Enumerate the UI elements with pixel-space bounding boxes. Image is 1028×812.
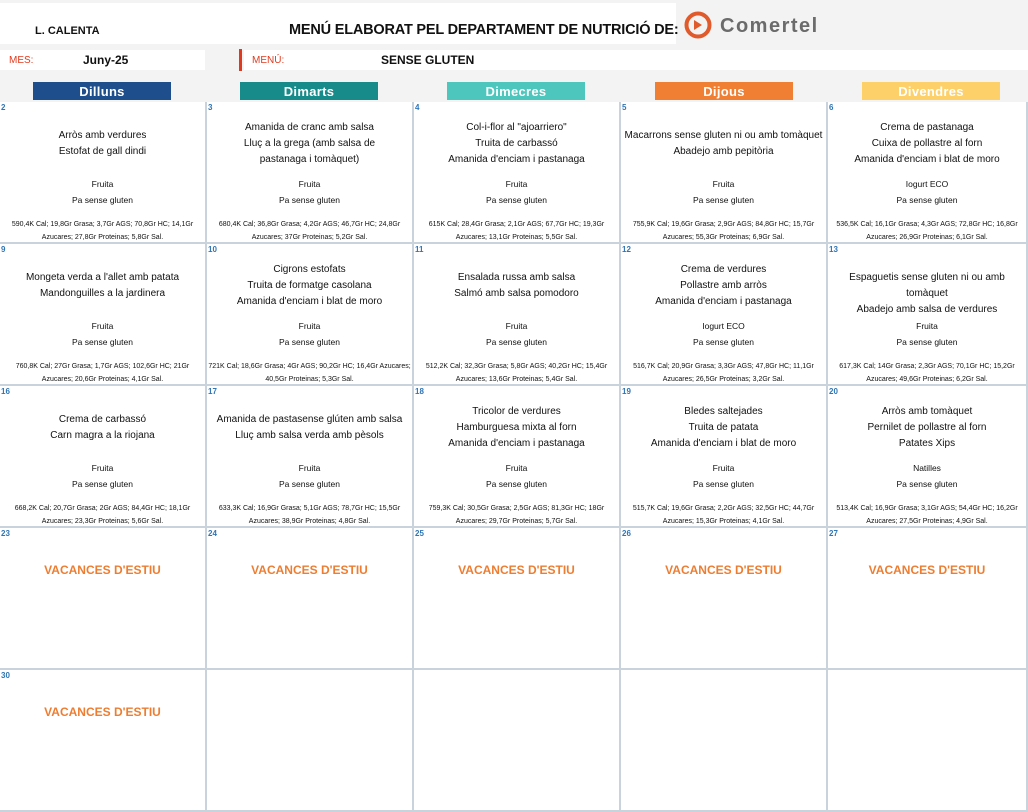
dish-item: Cigrons estofats [273, 264, 346, 275]
bread-item: Pa sense gluten [72, 337, 133, 347]
day-cell [621, 102, 828, 244]
vacation-label: VACANCES D'ESTIU [251, 563, 368, 577]
dessert-item: Fruita [505, 321, 528, 331]
day-number: 3 [208, 103, 213, 112]
vacation-label: VACANCES D'ESTIU [44, 705, 161, 719]
dish-item: Amanida de cranc amb salsa [245, 122, 374, 133]
day-number: 18 [415, 387, 424, 396]
day-number: 19 [622, 387, 631, 396]
dish-item: Macarrons sense gluten ni ou amb tomàquet [624, 130, 823, 141]
nutrition-info: 513,4K Cal; 16,9Gr Grasa; 3,1Gr AGS; 54,4Gr HC; 16,2Gr Azucares; 27,5Gr Proteinas; 4,9Gr Sal. [836, 505, 1018, 525]
extras-list [207, 318, 412, 350]
dish-item: Carn magra a la riojana [50, 430, 155, 441]
day-cell [414, 244, 621, 386]
vacation-label: VACANCES D'ESTIU [458, 563, 575, 577]
day-cell [414, 528, 621, 670]
dish-item: Amanida de pastasense glúten amb salsa [216, 414, 403, 425]
nutrition-info: 590,4K Cal; 19,8Gr Grasa; 3,7Gr AGS; 70,8Gr HC; 14,1Gr Azucares; 27,8Gr Proteinas; 5,8Gr Sal. [11, 221, 194, 241]
day-cell [207, 102, 414, 244]
dish-item: Amanida d'enciam i pastanaga [655, 296, 792, 307]
bread-item: Pa sense gluten [486, 337, 547, 347]
dessert-item: Fruita [298, 321, 321, 331]
logo-text: Comertel [720, 15, 819, 37]
nutrition-info: 615K Cal; 28,4Gr Grasa; 2,1Gr AGS; 67,7Gr HC; 19,3Gr Azucares; 13,1Gr Proteinas; 5,5Gr Sal. [428, 221, 605, 241]
extras-list [207, 176, 412, 208]
menu-field [244, 50, 1028, 70]
day-number: 12 [622, 245, 631, 254]
dish-item: Arròs amb verdures [58, 130, 147, 141]
dish-list [0, 128, 205, 160]
nutrition-info: 759,3K Cal; 30,5Gr Grasa; 2,5Gr AGS; 81,3Gr HC; 18Gr Azucares; 29,7Gr Proteinas; 5,7Gr Sal. [428, 505, 605, 525]
nutrition-info: 515,7K Cal; 19,6Gr Grasa; 2,2Gr AGS; 32,5Gr HC; 44,7Gr Azucares; 15,3Gr Proteinas; 4,1Gr Sal. [632, 505, 815, 525]
extras-list [414, 318, 619, 350]
nutrition-info: 536,5K Cal; 16,1Gr Grasa; 4,3Gr AGS; 72,8Gr HC; 16,8Gr Azucares; 26,9Gr Proteinas; 6,1Gr Sal. [836, 221, 1018, 241]
dish-item: Crema de carbassó [58, 414, 147, 425]
bread-item: Pa sense gluten [279, 195, 340, 205]
day-number: 24 [208, 529, 217, 538]
dessert-item: Iogurt ECO [905, 179, 949, 189]
dish-item: Amanida d'enciam i pastanaga [448, 154, 585, 165]
dish-list [621, 404, 826, 452]
dish-item: Salmó amb salsa pomodoro [454, 288, 579, 299]
dish-list [0, 270, 205, 302]
extras-list [0, 460, 205, 492]
day-cell [621, 244, 828, 386]
menu-type-label: L. CALENTA [35, 25, 100, 37]
bread-item: Pa sense gluten [693, 195, 754, 205]
day-cell [828, 102, 1028, 244]
dish-item: Crema de verdures [680, 264, 767, 275]
nutrition-info: 668,2K Cal; 20,7Gr Grasa; 2Gr AGS; 84,4Gr HC; 18,1Gr Azucares; 23,3Gr Proteinas; 5,6Gr Sal. [14, 505, 191, 525]
dish-list [414, 120, 619, 168]
day-cell [207, 528, 414, 670]
nutrition-info: 760,8K Cal; 27Gr Grasa; 1,7Gr AGS; 102,6Gr HC; 21Gr Azucares; 20,6Gr Proteinas; 4,1Gr Sal. [15, 363, 190, 383]
weekday-header-divendres: Divendres [862, 82, 1000, 100]
bread-item: Pa sense gluten [486, 479, 547, 489]
dish-item: Mongeta verda a l'allet amb patata [25, 272, 180, 283]
day-cell [621, 528, 828, 670]
day-cell [414, 102, 621, 244]
dish-list [828, 404, 1026, 452]
day-cell [0, 102, 207, 244]
dish-item: Pollastre amb arròs [680, 280, 767, 291]
dish-list [207, 120, 412, 168]
dish-item: Truita de formatge casolana [247, 280, 372, 291]
dish-item: Pernilet de pollastre al forn [867, 422, 987, 433]
dish-item: Amanida d'enciam i pastanaga [448, 438, 585, 449]
dish-item: Amanida d'enciam i blat de moro [650, 438, 797, 449]
dessert-item: Iogurt ECO [702, 321, 745, 331]
nutrition-info: 633,3K Cal; 16,9Gr Grasa; 5,1Gr AGS; 78,7Gr HC; 15,5Gr Azucares; 38,9Gr Proteinas; 4,8Gr Sal. [218, 505, 401, 525]
day-number: 17 [208, 387, 217, 396]
day-cell [828, 386, 1028, 528]
weekday-header-dilluns: Dilluns [33, 82, 171, 100]
day-cell [621, 670, 828, 812]
day-number: 20 [829, 387, 838, 396]
bread-item: Pa sense gluten [693, 479, 754, 489]
day-number: 23 [1, 529, 10, 538]
menu-accent-bar [239, 49, 242, 71]
nutrition-info: 721K Cal; 18,6Gr Grasa; 4Gr AGS; 90,2Gr HC; 16,4Gr Azucares; 40,5Gr Proteinas; 5,3Gr Sal. [208, 363, 411, 383]
dish-item: Abadejo amb salsa de verdures [856, 304, 998, 315]
logo-icon [684, 11, 712, 39]
dessert-item: Fruita [91, 463, 114, 473]
dish-list [0, 412, 205, 444]
dish-item: Hamburguesa mixta al forn [456, 422, 577, 433]
vacation-label: VACANCES D'ESTIU [665, 563, 782, 577]
dish-item: Amanida d'enciam i blat de moro [236, 296, 383, 307]
bread-item: Pa sense gluten [896, 337, 958, 347]
vacation-label: VACANCES D'ESTIU [44, 563, 161, 577]
bread-item: Pa sense gluten [486, 195, 547, 205]
dish-list [207, 262, 412, 310]
calendar-grid [0, 102, 1028, 812]
day-number: 25 [415, 529, 424, 538]
dessert-item: Fruita [91, 179, 114, 189]
day-number: 10 [208, 245, 217, 254]
extras-list [414, 460, 619, 492]
weekday-header-dijous: Dijous [655, 82, 793, 100]
menu-value: SENSE GLUTEN [381, 53, 475, 67]
vacation-label: VACANCES D'ESTIU [868, 563, 986, 577]
day-cell [207, 244, 414, 386]
dessert-item: Fruita [298, 463, 321, 473]
day-number: 9 [1, 245, 6, 254]
day-number: 30 [1, 671, 10, 680]
day-cell [207, 386, 414, 528]
dessert-item: Natilles [913, 463, 941, 473]
nutrition-info: 516,7K Cal; 20,9Gr Grasa; 3,3Gr AGS; 47,8Gr HC; 11,1Gr Azucares; 26,5Gr Proteinas; 3,2Gr Sal. [633, 363, 814, 383]
nutrition-info: 680,4K Cal; 36,8Gr Grasa; 4,2Gr AGS; 46,7Gr HC; 24,8Gr Azucares; 37Gr Proteinas; 5,2Gr Sal. [218, 221, 401, 241]
month-label: MES: [9, 55, 34, 66]
dish-item: Truita de carbassó [475, 138, 558, 149]
extras-list [0, 176, 205, 208]
extras-list [621, 460, 826, 492]
menu-label: MENÚ: [252, 55, 285, 66]
day-number: 13 [829, 245, 838, 254]
day-number: 26 [622, 529, 631, 538]
bread-item: Pa sense gluten [279, 337, 340, 347]
dessert-item: Fruita [712, 463, 735, 473]
day-number: 4 [415, 103, 420, 112]
day-cell [414, 670, 621, 812]
day-number: 27 [829, 529, 838, 538]
day-cell [828, 528, 1028, 670]
extras-list [0, 318, 205, 350]
dessert-item: Fruita [298, 179, 321, 189]
day-cell [621, 386, 828, 528]
dessert-item: Fruita [505, 463, 528, 473]
dish-item: Arròs amb tomàquet [881, 406, 973, 417]
dish-list [621, 262, 826, 310]
day-number: 5 [622, 103, 627, 112]
bread-item: Pa sense gluten [72, 195, 133, 205]
dish-item: Lluç a la grega (amb salsa de pastanaga i tomàquet) [243, 138, 376, 165]
dish-item: Truita de patata [688, 422, 759, 433]
dish-list [414, 404, 619, 452]
dessert-item: Fruita [712, 179, 735, 189]
extras-list [414, 176, 619, 208]
month-value: Juny-25 [83, 53, 129, 67]
bread-item: Pa sense gluten [896, 195, 958, 205]
dish-item: Estofat de gall dindi [58, 146, 147, 157]
dish-item: Col-i-flor al "ajoarriero" [466, 122, 567, 133]
dish-item: Ensalada russa amb salsa [457, 272, 576, 283]
day-cell [414, 386, 621, 528]
extras-list [828, 176, 1026, 208]
nutrition-info: 512,2K Cal; 32,3Gr Grasa; 5,8Gr AGS; 40,2Gr HC; 15,4Gr Azucares; 13,6Gr Proteinas; 5,4Gr Sal. [425, 363, 608, 383]
dish-item: Cuixa de pollastre al forn [871, 138, 983, 149]
dessert-item: Fruita [916, 321, 938, 331]
dish-item: Mandonguilles a la jardinera [39, 288, 166, 299]
extras-list [207, 460, 412, 492]
extras-list [828, 318, 1026, 350]
day-cell [0, 670, 207, 812]
weekday-header-dimarts: Dimarts [240, 82, 378, 100]
dish-item: Crema de pastanaga [880, 122, 974, 133]
nutrition-info: 617,3K Cal; 14Gr Grasa; 2,3Gr AGS; 70,1Gr HC; 15,2Gr Azucares; 49,6Gr Proteinas; 6,2Gr Sal. [839, 363, 1015, 383]
comertel-logo [684, 11, 854, 43]
extras-list [621, 318, 826, 350]
page-title: MENÚ ELABORAT PEL DEPARTAMENT DE NUTRICIÓ DE: [289, 22, 679, 38]
dessert-item: Fruita [505, 179, 528, 189]
dish-item: Espaguetis sense gluten ni ou amb tomàquet [849, 272, 1005, 299]
day-cell [828, 670, 1028, 812]
dish-item: Abadejo amb pepitòria [673, 146, 774, 157]
bread-item: Pa sense gluten [72, 479, 133, 489]
dish-item: Amanida d'enciam i blat de moro [854, 154, 1000, 165]
dish-item: Lluç amb salsa verda amb pèsols [235, 430, 384, 441]
day-cell [0, 244, 207, 386]
dish-list [207, 412, 412, 444]
bread-item: Pa sense gluten [896, 479, 958, 489]
dish-list [828, 270, 1026, 318]
bread-item: Pa sense gluten [693, 337, 754, 347]
dish-list [621, 128, 826, 160]
weekday-header-dimecres: Dimecres [447, 82, 585, 100]
day-number: 2 [1, 103, 6, 112]
extras-list [828, 460, 1026, 492]
day-cell [0, 386, 207, 528]
bread-item: Pa sense gluten [279, 479, 340, 489]
day-number: 11 [415, 245, 424, 254]
dish-item: Bledes saltejades [684, 406, 763, 417]
dish-item: Patates Xips [898, 438, 956, 449]
dish-list [828, 120, 1026, 168]
dish-list [414, 270, 619, 302]
nutrition-info: 755,9K Cal; 19,6Gr Grasa; 2,9Gr AGS; 84,8Gr HC; 15,7Gr Azucares; 55,3Gr Proteinas; 6,9Gr Sal. [632, 221, 815, 241]
extras-list [621, 176, 826, 208]
day-cell [0, 528, 207, 670]
day-number: 16 [1, 387, 10, 396]
header-left-cell [0, 3, 118, 44]
day-number: 6 [829, 103, 834, 112]
dessert-item: Fruita [91, 321, 114, 331]
day-cell [828, 244, 1028, 386]
day-cell [207, 670, 414, 812]
dish-item: Tricolor de verdures [472, 406, 561, 417]
